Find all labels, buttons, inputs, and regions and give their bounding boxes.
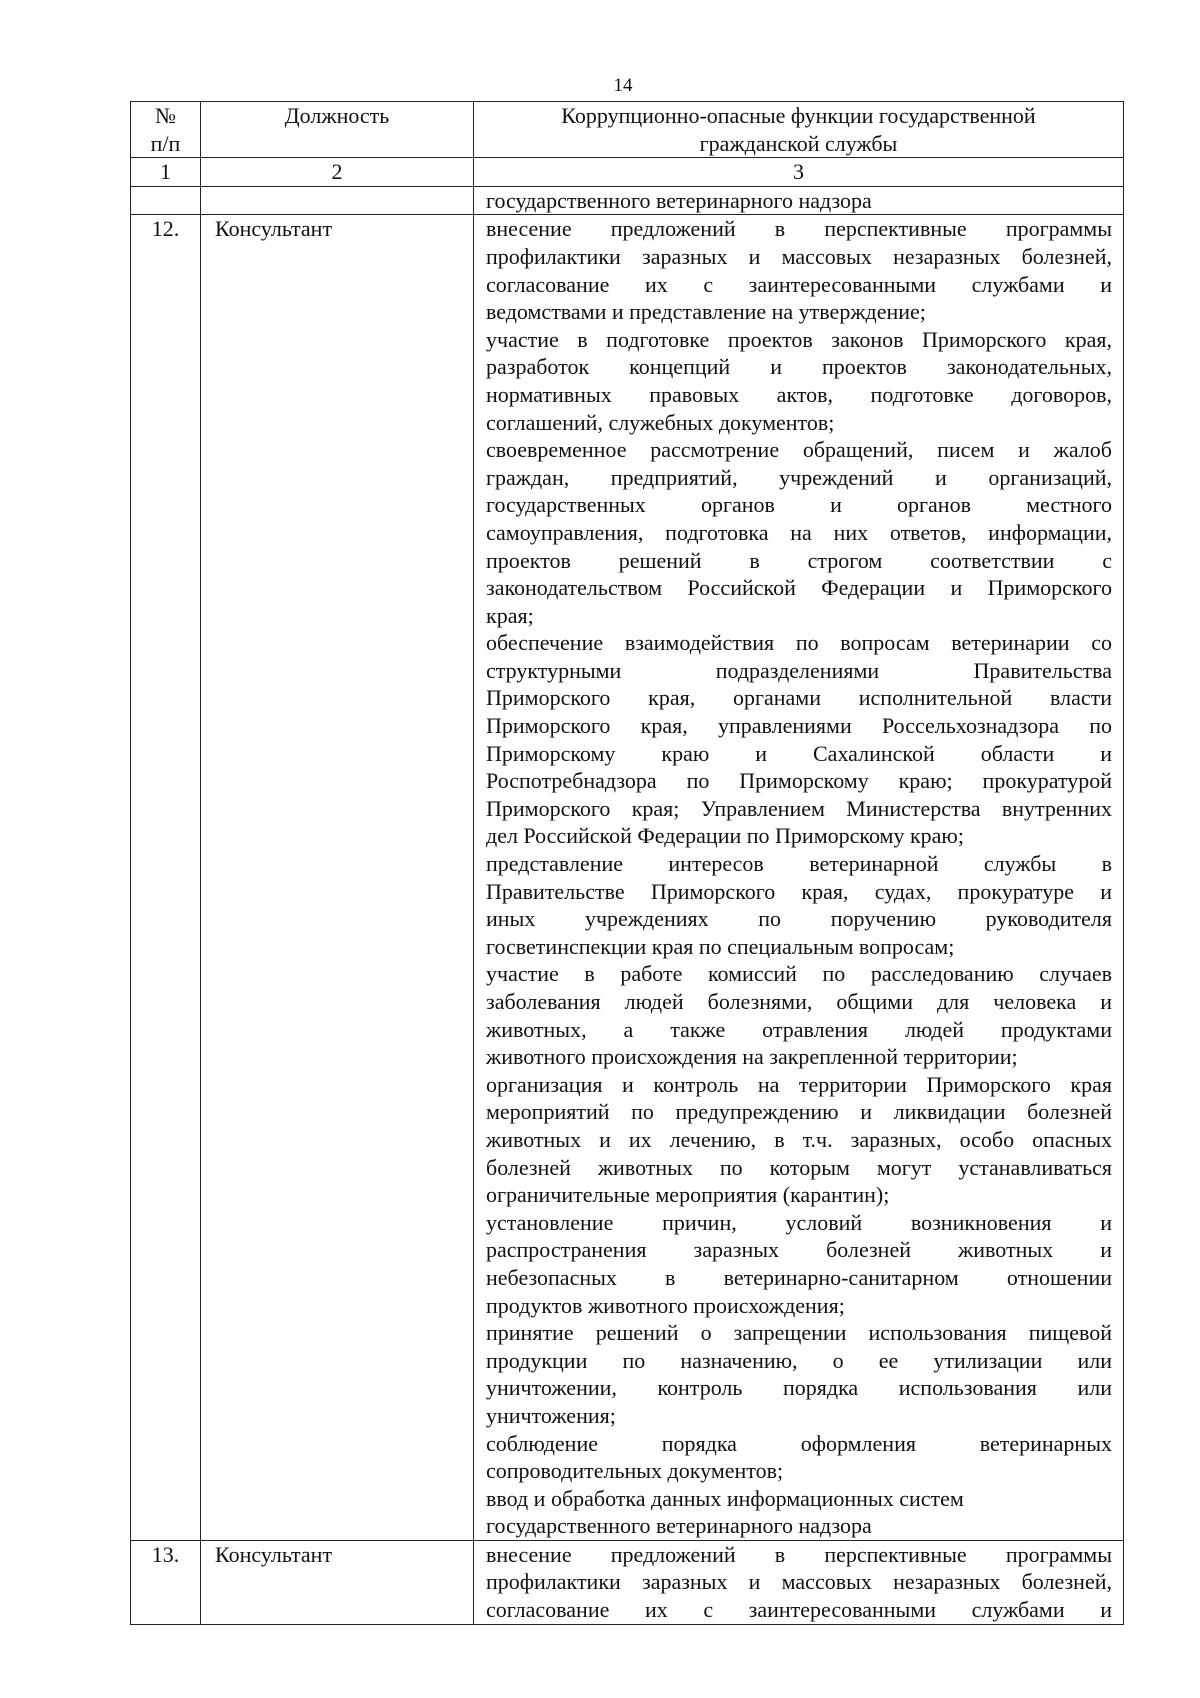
continuation-number-cell [131, 186, 201, 215]
function-line: заболевания людей болезнями, общими для человека и [486, 989, 1112, 1014]
function-line: принятие решений о запрещении использования пищевой [486, 1320, 1112, 1346]
function-line: внесение предложений в перспективные программы [486, 216, 1112, 242]
function-line: внесение предложений в перспективные программы [486, 1541, 1112, 1567]
function-line: нормативных правовых актов, подготовке договоров, [486, 381, 1112, 407]
function-line: госветинспекции края по специальным вопросам; [486, 933, 955, 959]
function-line: организация и контроль на территории Приморского края [486, 1071, 1112, 1097]
function-line: небезопасных в ветеринарно-санитарном отношении [486, 1264, 1112, 1290]
function-line: ввод и обработка данных информационных систем [486, 1485, 964, 1511]
function-line: уничтожении, контроль порядка использования или [486, 1375, 1112, 1401]
function-line: Приморского края, управлениями Россельхознадзора по [486, 713, 1112, 739]
row-functions [474, 215, 1124, 1541]
column-number-1: 1 [131, 158, 201, 187]
function-line: законодательством Российской Федерации и Приморского [486, 575, 1112, 601]
function-line: структурными подразделениями Правительства [486, 657, 1112, 683]
function-line: Правительстве Приморского края, судах, прокуратуре и [486, 878, 1112, 904]
row-functions [474, 1540, 1124, 1624]
function-line: государственного ветеринарного надзора [486, 1513, 872, 1539]
function-line: профилактики заразных и массовых незаразных болезней, [486, 243, 1112, 269]
function-line: согласование их с заинтересованными службами и [486, 271, 1112, 297]
function-line: соглашений, служебных документов; [486, 409, 835, 435]
column-number-3: 3 [474, 158, 1124, 187]
function-line: государственных органов и органов местного [486, 492, 1112, 518]
column-numbering-row [131, 158, 1124, 187]
function-line: иных учреждениях по поручению руководителя [486, 906, 1112, 932]
function-line: сопроводительных документов; [486, 1458, 784, 1484]
header-number-abbr: п/п [150, 130, 181, 156]
header-number-cell [131, 102, 201, 158]
function-line: распространения заразных болезней животных и [486, 1237, 1112, 1263]
function-line: животных, а также отравления людей продуктами [486, 1016, 1112, 1042]
column-number-2: 2 [201, 158, 474, 187]
function-line: животного происхождения на закрепленной территории; [486, 1044, 1018, 1070]
row-position: Консультант [201, 215, 474, 1541]
header-functions-cell [474, 102, 1124, 158]
continuation-row [131, 186, 1124, 215]
function-line: Приморского края; Управлением Министерства внутренних [486, 795, 1112, 821]
function-line: своевременное рассмотрение обращений, писем и жалоб [486, 437, 1112, 463]
function-line: дел Российской Федерации по Приморскому краю; [486, 823, 964, 849]
function-line: ведомствами и представление на утверждение; [486, 299, 926, 325]
function-line: самоуправления, подготовка на них ответов, информации, [486, 519, 1112, 545]
continuation-functions-cell [474, 186, 1124, 215]
function-line: животных и их лечению, в т.ч. заразных, особо опасных [486, 1126, 1112, 1152]
function-line: уничтожения; [486, 1402, 616, 1428]
function-line: разработок концепций и проектов законодательных, [486, 354, 1112, 380]
function-line: ограничительные мероприятия (карантин); [486, 1182, 890, 1208]
header-number-symbol: № [155, 103, 176, 128]
function-line: соблюдение порядка оформления ветеринарных [486, 1430, 1112, 1456]
function-line: установление причин, условий возникновения и [486, 1209, 1112, 1235]
table-header-row [131, 102, 1124, 158]
function-line: обеспечение взаимодействия по вопросам ветеринарии со [486, 630, 1112, 656]
corruption-functions-table [130, 101, 1124, 1625]
function-line: профилактики заразных и массовых незаразных болезней, [486, 1569, 1112, 1595]
function-line: согласование их с заинтересованными службами и [486, 1597, 1112, 1623]
page-number: 14 [613, 75, 633, 96]
function-line: Приморскому краю и Сахалинской области и [486, 740, 1112, 766]
row-position: Консультант [201, 1540, 474, 1624]
function-line: продуктов животного происхождения; [486, 1292, 845, 1318]
function-line: представление интересов ветеринарной службы в [486, 851, 1112, 877]
function-line: края; [486, 602, 534, 628]
header-position-cell: Должность [201, 102, 474, 158]
header-functions-line-1: Коррупционно-опасные функции государственной [561, 103, 1036, 128]
continuation-text: государственного ветеринарного надзора [486, 187, 872, 213]
continuation-position-cell [201, 186, 474, 215]
header-functions-line-2: гражданской службы [699, 130, 898, 156]
table-row [131, 215, 1124, 1541]
function-line: участие в работе комиссий по расследованию случаев [486, 961, 1112, 987]
table-row [131, 1540, 1124, 1624]
function-line: мероприятий по предупреждению и ликвидации болезней [486, 1099, 1112, 1125]
function-line: Приморского края, органами исполнительной власти [486, 685, 1112, 711]
row-number: 12. [131, 215, 201, 1541]
function-line: граждан, предприятий, учреждений и организаций, [486, 464, 1112, 490]
function-line: болезней животных по которым могут устанавливаться [486, 1154, 1112, 1180]
function-line: продукции по назначению, о ее утилизации или [486, 1347, 1112, 1373]
function-line: Роспотребнадзора по Приморскому краю; прокуратурой [486, 768, 1112, 794]
row-number: 13. [131, 1540, 201, 1624]
function-line: участие в подготовке проектов законов Приморского края, [486, 326, 1112, 352]
function-line: проектов решений в строгом соответствии с [486, 547, 1112, 573]
